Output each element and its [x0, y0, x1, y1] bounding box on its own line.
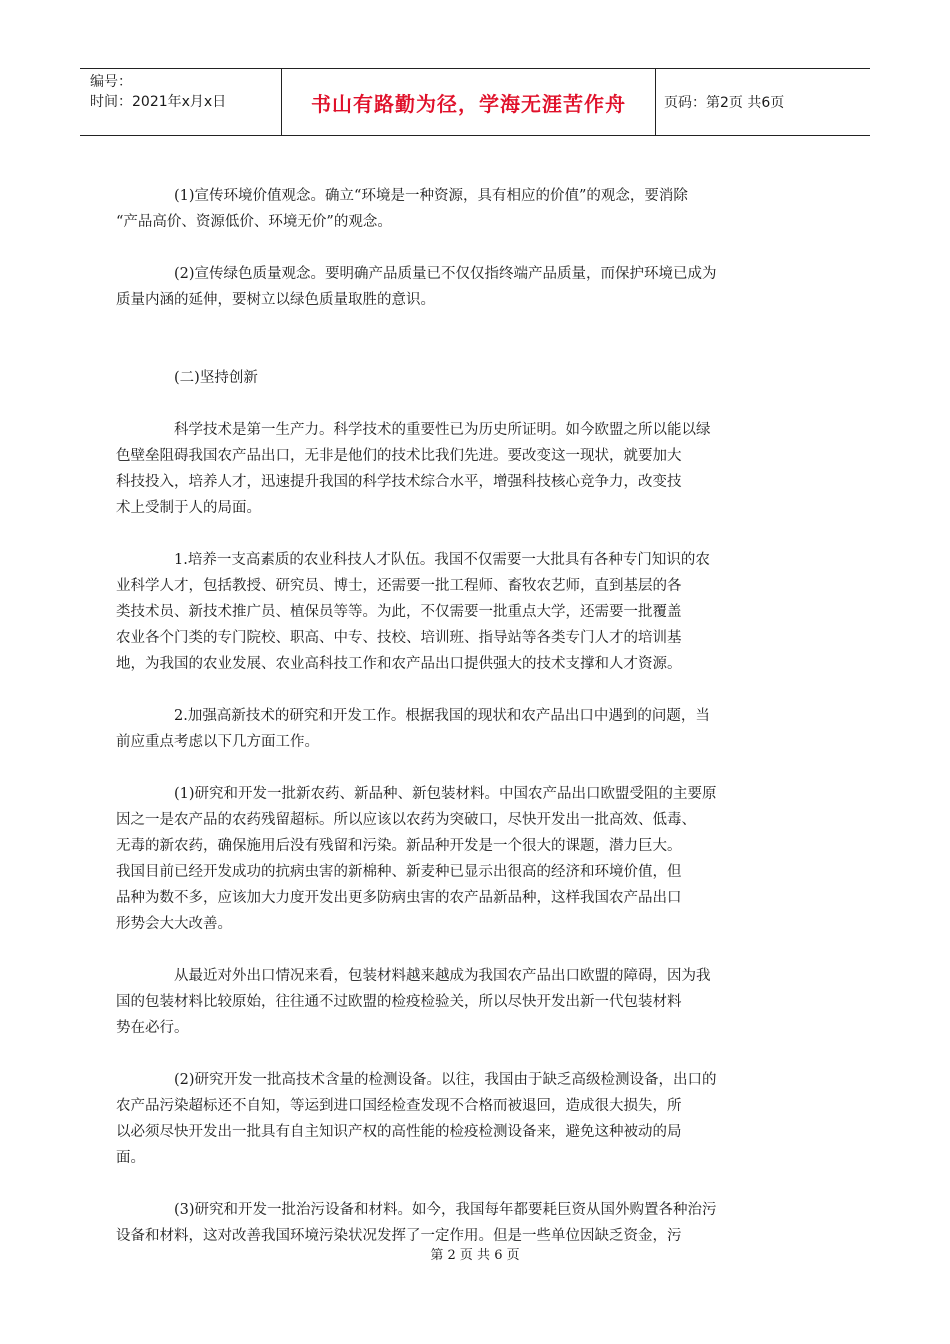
text-line: 形势会大大改善。 [116, 916, 232, 932]
text-line: 术上受制于人的局面。 [116, 500, 261, 516]
time-label: 时间：2021年x月x日 [90, 94, 227, 110]
page-header [80, 68, 870, 136]
text-line: 国的包装材料比较原始，往往通不过欧盟的检疫检验关，所以尽快开发出新一代包装材料 [116, 994, 682, 1010]
header-meta [80, 69, 282, 135]
text-line: 地，为我国的农业发展、农业高科技工作和农产品出口提供强大的技术支撑和人才资源。 [116, 656, 682, 672]
document-body [116, 183, 805, 1249]
text-line: (1)研究和开发一批新农药、新品种、新包装材料。中国农产品出口欧盟受阻的主要原 [174, 786, 717, 802]
motto-text: 书山有路勤为径，学海无涯苦作舟 [311, 91, 626, 116]
text-line: 质量内涵的延伸，要树立以绿色质量取胜的意识。 [116, 292, 435, 308]
paragraph [116, 1197, 805, 1249]
page-footer [0, 1244, 950, 1263]
text-line: (3)研究和开发一批治污设备和材料。如今，我国每年都要耗巨资从国外购置各种治污 [174, 1202, 717, 1218]
number-label: 编号： [90, 74, 132, 90]
header-motto-cell [282, 69, 656, 135]
text-line: 无毒的新农药，确保施用后没有残留和污染。新品种开发是一个很大的课题，潜力巨大。 [116, 838, 682, 854]
text-line: 农产品污染超标还不自知，等运到进口国经检查发现不合格而被退回，造成很大损失，所 [116, 1098, 682, 1114]
text-line: 2.加强高新技术的研究和开发工作。根据我国的现状和农产品出口中遇到的问题，当 [174, 708, 710, 724]
text-line: 1.培养一支高素质的农业科技人才队伍。我国不仅需要一大批具有各种专门知识的农 [174, 552, 710, 568]
text-line: 业科学人才，包括教授、研究员、博士，还需要一批工程师、畜牧农艺师，直到基层的各 [116, 578, 682, 594]
text-line: 前应重点考虑以下几方面工作。 [116, 734, 319, 750]
text-line: 色壁垒阻碍我国农产品出口，无非是他们的技术比我们先进。要改变这一现状，就要加大 [116, 448, 682, 464]
paragraph [116, 261, 805, 313]
page-info-text: 页码：第2页 共6页 [664, 95, 785, 111]
text-line: 我国目前已经开发成功的抗病虫害的新棉种、新麦种已显示出很高的经济和环境价值，但 [116, 864, 682, 880]
paragraph [116, 1067, 805, 1171]
section-heading [145, 365, 805, 391]
text-line: 科技投入，培养人才，迅速提升我国的科学技术综合水平，增强科技核心竞争力，改变技 [116, 474, 682, 490]
text-line: 面。 [116, 1150, 145, 1166]
text-line: 势在必行。 [116, 1020, 189, 1036]
text-line: (2)宣传绿色质量观念。要明确产品质量已不仅仅指终端产品质量，而保护环境已成为 [174, 266, 717, 282]
text-line: 从最近对外出口情况来看，包装材料越来越成为我国农产品出口欧盟的障碍，因为我 [174, 968, 711, 984]
text-line: 类技术员、新技术推广员、植保员等等。为此，不仅需要一批重点大学，还需要一批覆盖 [116, 604, 682, 620]
paragraph [116, 183, 805, 235]
text-line: (2)研究开发一批高技术含量的检测设备。以往，我国由于缺乏高级检测设备，出口的 [174, 1072, 717, 1088]
text-line: (1)宣传环境价值观念。确立“环境是一种资源，具有相应的价值”的观念，要消除 [174, 188, 688, 204]
text-line: 农业各个门类的专门院校、职高、中专、技校、培训班、指导站等各类专门人才的培训基 [116, 630, 682, 646]
text-line: 以必须尽快开发出一批具有自主知识产权的高性能的检疫检测设备来，避免这种被动的局 [116, 1124, 682, 1140]
header-page-info [656, 69, 870, 135]
text-line: 因之一是农产品的农药残留超标。所以应该以农药为突破口，尽快开发出一批高效、低毒、 [116, 812, 696, 828]
text-line: 品种为数不多，应该加大力度开发出更多防病虫害的农产品新品种，这样我国农产品出口 [116, 890, 682, 906]
footer-page-number: 第 2 页 共 6 页 [430, 1248, 520, 1263]
text-line: 设备和材料，这对改善我国环境污染状况发挥了一定作用。但是一些单位因缺乏资金，污 [116, 1228, 682, 1244]
paragraph [116, 781, 805, 937]
text-line: (二)坚持创新 [174, 370, 258, 386]
paragraph [116, 703, 805, 755]
text-line: “产品高价、资源低价、环境无价”的观念。 [116, 214, 392, 230]
paragraph [116, 417, 805, 521]
paragraph [116, 547, 805, 677]
paragraph [116, 963, 805, 1041]
text-line: 科学技术是第一生产力。科学技术的重要性已为历史所证明。如今欧盟之所以能以绿 [174, 422, 711, 438]
